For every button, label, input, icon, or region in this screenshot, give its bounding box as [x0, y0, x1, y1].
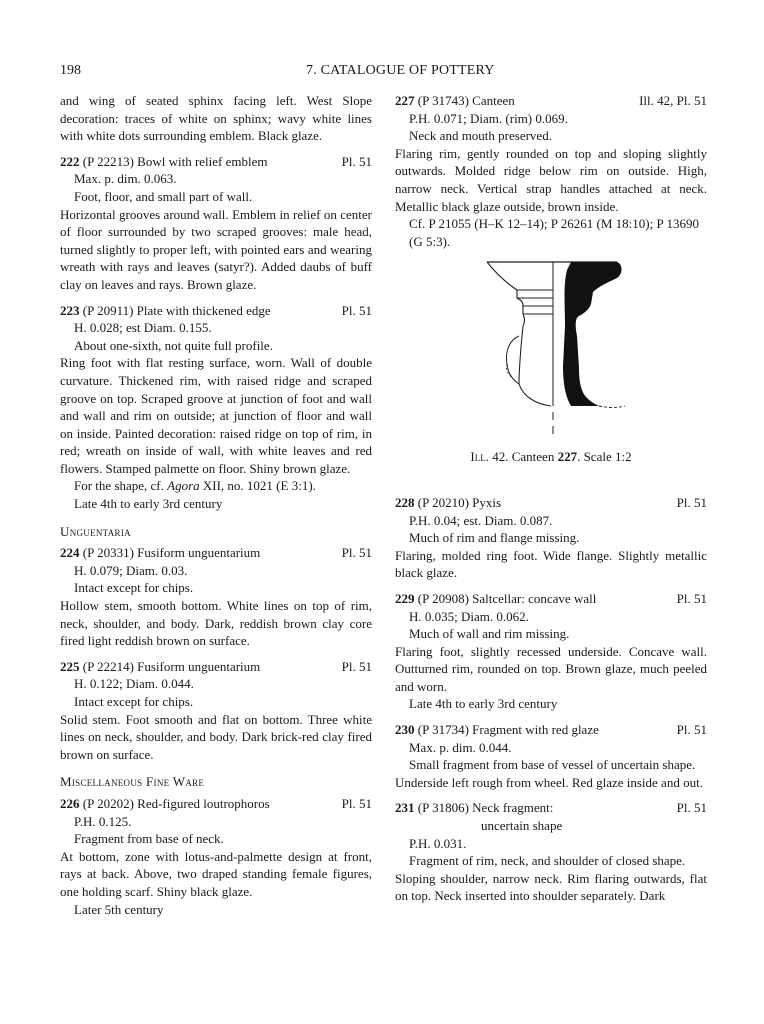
entry-dims: H. 0.035; Diam. 0.062. — [409, 608, 529, 624]
entry-description: Horizontal grooves around wall. Emblem in relief on center of floor surrounded by two scraped grooves: male head, turned slightly to proper left, with pointed ears and wearing wreath with rays and leaves (satyr?). Added daubs of buff clay on leaves and rays. Brown glaze. — [60, 206, 372, 292]
entry-230-heading — [395, 721, 707, 739]
shape-reference: For the shape, cf. Agora XII, no. 1021 (E 3:1). — [74, 478, 316, 494]
entry-228-heading — [395, 494, 707, 512]
entry-preserved: About one-sixth, not quite full profile. — [74, 337, 273, 353]
entry-date: Later 5th century — [74, 901, 164, 917]
entry-description: Ring foot with flat resting surface, worn. Wall of double curvature. Thickened rim, with raised ridge and scraped groove on top. Scraped groove at junction of foot and wall and wall and rim on outside; at junction of floor and wall on inside. Painted decoration: raised ridge on top of rim, in red; wreath on inside of wall, with white leaves and red flowers. Stamped palmette on floor. Shiny brown glaze. — [60, 355, 372, 476]
entry-dims: P.H. 0.031. — [409, 835, 467, 851]
comparanda: Cf. P 21055 (H–K 12–14); P 26261 (M 18:10); P 13690 (G 5:3). — [409, 216, 699, 249]
entry-dims: H. 0.028; est Diam. 0.155. — [74, 320, 212, 336]
handle-stub — [507, 336, 520, 384]
entry-description: Flaring foot, slightly recessed underside. Concave wall. Outturned rim, rounded on top. Brown glaze, much peeled and worn. — [395, 643, 707, 694]
entry-preserved: Fragment of rim, neck, and shoulder of closed shape. — [409, 853, 686, 869]
entry-dims: H. 0.079; Diam. 0.03. — [74, 562, 188, 578]
entry-description: Hollow stem, smooth bottom. White lines on top of rim, neck, shoulder, and body. Dark, reddish brown clay core fired light reddish brown on surface. — [60, 598, 372, 649]
entry-title: (P 20911) Plate with thickened edge — [82, 302, 271, 318]
entry-title: (P 31734) Fragment with red glaze — [417, 722, 599, 738]
entry-number: 228 — [395, 494, 415, 510]
entry-number: 224 — [60, 545, 80, 561]
agora-reference: Agora — [167, 478, 200, 494]
entry-number: 230 — [395, 722, 415, 738]
entry-dims: P.H. 0.04; est. Diam. 0.087. — [409, 512, 553, 528]
entry-description: At bottom, zone with lotus-and-palmette design at front, rays at back. Above, two draped standing female figures, one holding scarf. Shiny black glaze. — [60, 848, 372, 899]
plate-ref: Pl. 51 — [676, 800, 707, 816]
left-column — [60, 92, 372, 918]
entry-title: (P 22214) Fusiform unguentarium — [82, 658, 261, 674]
entry-222-heading — [60, 153, 372, 171]
plate-ref: Pl. 51 — [341, 658, 372, 674]
entry-date: Late 4th to early 3rd century — [409, 696, 558, 712]
plate-ref: Pl. 51 — [341, 302, 372, 318]
intro-paragraph: and wing of seated sphinx facing left. West Slope decoration: traces of white on sphinx; wavy white lines with white dots surrounding emblem. Black glaze. — [60, 93, 372, 144]
entry-number: 225 — [60, 658, 80, 674]
right-column — [395, 92, 707, 905]
plate-ref: Pl. 51 — [676, 722, 707, 738]
entry-preserved: Intact except for chips. — [74, 694, 194, 709]
entry-223-heading — [60, 302, 372, 320]
entry-description: Flaring, molded ring foot. Wide flange. Slightly metallic black glaze. — [395, 547, 707, 581]
entry-225-heading — [60, 658, 372, 676]
entry-title: (P 22213) Bowl with relief emblem — [82, 153, 268, 169]
plate-ref: Pl. 51 — [341, 545, 372, 561]
plate-ref: Pl. 51 — [676, 494, 707, 510]
entry-number: 229 — [395, 590, 415, 606]
entry-description: Underside left rough from wheel. Red glaze inside and out. — [395, 774, 703, 790]
entry-dims: Max. p. dim. 0.044. — [409, 739, 512, 755]
entry-number: 231 — [395, 800, 415, 816]
running-title: 7. CATALOGUE OF POTTERY — [306, 63, 495, 78]
entry-231-heading — [395, 799, 707, 817]
entry-description: Solid stem. Foot smooth and flat on bottom. Three white lines on neck, shoulder, and body. Dark brick-red clay fired brown on surface. — [60, 711, 372, 762]
entry-number: 227 — [395, 93, 415, 108]
entry-preserved: Much of rim and flange missing. — [409, 530, 580, 546]
entry-dims: Max. p. dim. 0.063. — [74, 171, 177, 187]
canteen-profile-drawing — [395, 256, 707, 446]
illustration-caption: Ill. 42. Canteen 227. Scale 1:2 — [470, 449, 632, 465]
entry-title: (P 20331) Fusiform unguentarium — [82, 545, 261, 561]
entry-title: (P 31743) Canteen — [417, 93, 515, 108]
page-header — [60, 62, 706, 82]
entry-preserved: Small fragment from base of vessel of uncertain shape. — [409, 757, 696, 773]
entry-title-continued: uncertain shape — [481, 818, 563, 834]
entry-227-heading — [395, 92, 707, 110]
entry-preserved: Foot, floor, and small part of wall. — [74, 188, 253, 204]
entry-number: 222 — [60, 153, 80, 169]
plate-ref: Pl. 51 — [341, 153, 372, 169]
entry-number: 223 — [60, 302, 80, 318]
rim-exterior-profile — [487, 262, 525, 326]
entry-dims: P.H. 0.071; Diam. (rim) 0.069. — [409, 110, 568, 126]
section-heading-unguentaria: Unguentaria — [60, 523, 131, 539]
entry-preserved: Fragment from base of neck. — [74, 831, 224, 847]
entry-224-heading — [60, 544, 372, 562]
entry-title: (P 20908) Saltcellar: concave wall — [417, 590, 597, 606]
entry-number: 226 — [60, 795, 80, 811]
entry-description: Flaring rim, gently rounded on top and sloping slightly outwards. Molded ridge below rim on outside. High, narrow neck. Vertical strap handles attached at neck. Metallic black glaze outside, brown inside. — [395, 145, 707, 214]
entry-dims: P.H. 0.125. — [74, 813, 132, 829]
entry-229-heading — [395, 590, 707, 608]
plate-ref: Ill. 42, Pl. 51 — [639, 93, 707, 108]
entry-preserved: Much of wall and rim missing. — [409, 626, 570, 642]
entry-preserved: Intact except for chips. — [74, 580, 194, 596]
plate-ref: Pl. 51 — [676, 590, 707, 606]
entry-title: (P 31806) Neck fragment: — [417, 800, 554, 816]
entry-title: (P 20202) Red-figured loutrophoros — [82, 795, 270, 811]
page-number: 198 — [60, 63, 81, 78]
plate-ref: Pl. 51 — [341, 795, 372, 811]
section-profile — [563, 262, 622, 406]
body-break-line — [599, 406, 625, 408]
section-heading-misc-fine-ware: Miscellaneous Fine Ware — [60, 774, 205, 790]
entry-date: Late 4th to early 3rd century — [74, 496, 223, 512]
neck-exterior — [519, 326, 551, 406]
entry-title: (P 20210) Pyxis — [417, 494, 502, 510]
entry-dims: H. 0.122; Diam. 0.044. — [74, 676, 194, 692]
entry-preserved: Neck and mouth preserved. — [409, 128, 552, 144]
canteen-profile-svg — [395, 256, 707, 446]
entry-description: Sloping shoulder, narrow neck. Rim flaring outwards, flat on top. Neck inserted into shoulder separately. Dark — [395, 870, 707, 904]
entry-226-heading — [60, 795, 372, 813]
